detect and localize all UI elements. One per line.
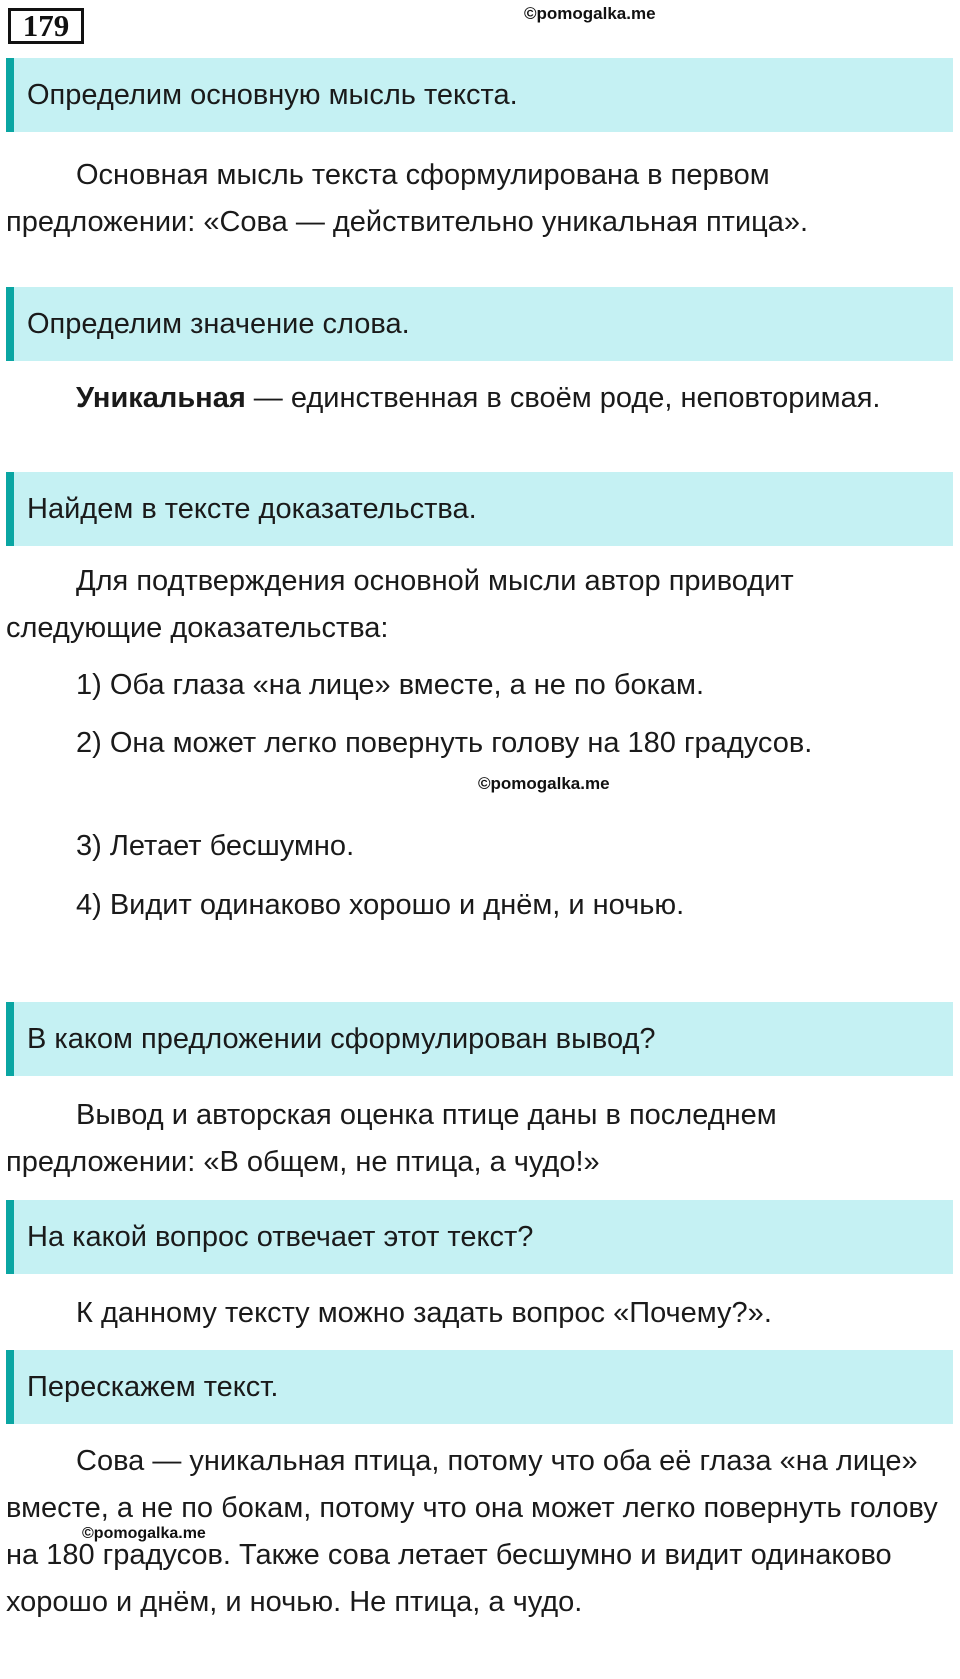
evidence-item-4: 4) Видит одинаково хорошо и днём, и ночью. [76, 889, 685, 921]
term-unique: Уникальная [76, 382, 246, 414]
paragraph-retelling: Сова — уникальная птица, потому что оба её глаза «на лице» вместе, а не по бокам, потому что она может легко повернуть голову на 180 градусов. Также сова летает бесшумно и видит одинаково хорошо и днём, и ночью. Не птица, а чудо. [6, 1445, 938, 1618]
section-header-conclusion: В каком предложении сформулирован вывод? [6, 1002, 953, 1076]
section-header-word-meaning [6, 287, 953, 361]
watermark-middle: ©pomogalka.me [478, 774, 610, 793]
paragraph-evidence-intro: Для подтверждения основной мысли автор приводит следующие доказательства: [6, 565, 794, 644]
section-header-word-meaning-text: Определим значение слова. [27, 307, 410, 340]
section-header-evidence: Найдем в тексте доказательства. [6, 472, 953, 546]
section-header-main-idea: Определим основную мысль текста. [6, 58, 953, 132]
evidence-item-3: 3) Летает бесшумно. [76, 830, 355, 862]
section-header-retelling: Перескажем текст. [6, 1350, 953, 1424]
paragraph-word-meaning [6, 375, 946, 422]
watermark-top: ©pomogalka.me [524, 4, 656, 23]
paragraph-main-idea: Основная мысль текста сформулирована в первом предложении: «Сова — действительно уникальная птица». [6, 159, 809, 238]
section-header-question: На какой вопрос отвечает этот текст? [6, 1200, 953, 1274]
paragraph-question: К данному тексту можно задать вопрос «Почему?». [76, 1297, 772, 1329]
paragraph-conclusion: Вывод и авторская оценка птице даны в последнем предложении: «В общем, не птица, а чудо!» [6, 1099, 777, 1178]
task-number: 179 [8, 8, 84, 44]
term-definition: — единственная в своём роде, неповторимая. [245, 382, 881, 414]
evidence-item-1: 1) Оба глаза «на лице» вместе, а не по бокам. [76, 669, 705, 701]
evidence-item-2: 2) Она может легко повернуть голову на 180 градусов. [76, 727, 813, 759]
watermark-bottom: ©pomogalka.me [82, 1525, 206, 1542]
